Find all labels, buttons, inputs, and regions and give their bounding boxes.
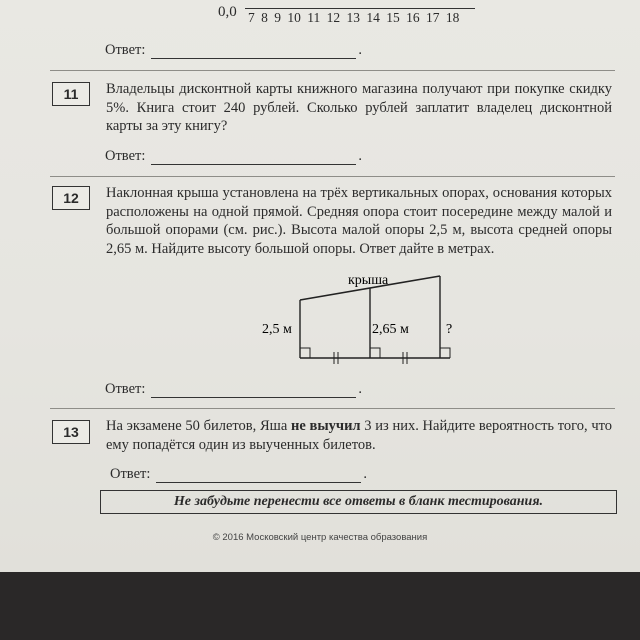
chart-tick-label: 10 — [287, 10, 301, 25]
task-13-text: На экзамене 50 билетов, Яша не выучил 3 из них. Найдите вероятность того, что ему попадётся один из выученных билетов. — [106, 418, 613, 453]
roof-figure — [250, 270, 470, 375]
right-angle-mark — [370, 348, 380, 358]
chart-tick-label: 18 — [445, 10, 460, 25]
task-separator — [50, 176, 615, 177]
answer-row-13: Ответ: . — [110, 466, 367, 482]
answer-label: Ответ: — [110, 466, 151, 482]
task-number-13: 13 — [52, 420, 90, 444]
task-separator — [50, 408, 615, 409]
answer-blank[interactable] — [156, 468, 361, 483]
answer-row-10: Ответ: . — [105, 42, 362, 58]
roof-label: крыша — [348, 273, 389, 288]
chart-tick-label: 7 — [248, 10, 255, 25]
chart-tick-label: 8 — [261, 10, 268, 25]
chart-tick-label: 14 — [366, 10, 380, 25]
chart-x-axis — [245, 0, 475, 9]
answer-blank[interactable] — [151, 150, 356, 165]
small-support-label: 2,5 м — [262, 322, 292, 337]
task-number-11: 11 — [52, 82, 90, 106]
chart-tick-label: 13 — [346, 10, 360, 25]
right-angle-mark — [300, 348, 310, 358]
answer-label: Ответ: — [105, 148, 146, 164]
answer-row-12: Ответ: . — [105, 381, 362, 397]
chart-tick-label: 11 — [307, 10, 321, 25]
answer-blank[interactable] — [151, 383, 356, 398]
large-support-label: ? — [446, 322, 453, 337]
chart-tick-label: 9 — [274, 10, 281, 25]
answer-label: Ответ: — [105, 381, 146, 397]
task-separator — [50, 70, 615, 71]
emphasis-text: не выучил — [290, 418, 361, 434]
task-number-12: 12 — [52, 186, 90, 210]
chart-tick-label: 15 — [386, 10, 400, 25]
answer-row-11: Ответ: . — [105, 148, 362, 164]
copyright-text: © 2016 Московский центр качества образования — [212, 532, 428, 543]
task-11-text: Владельцы дисконтной карты книжного магазина получают при покупке скидку 5%. Книга стоит 240 рублей. Сколько рублей заплатит владелец дисконтной карты за эту книгу? — [106, 81, 612, 134]
chart-tick-label: 16 — [406, 10, 420, 25]
chart-tick-label: 12 — [326, 10, 341, 25]
chart-zero-label: 0,0 — [218, 4, 237, 20]
right-angle-mark — [440, 348, 450, 358]
answer-blank[interactable] — [151, 44, 356, 59]
chart-tick-labels — [248, 10, 459, 26]
middle-support-label: 2,65 м — [372, 322, 409, 337]
reminder-box: Не забудьте перенести все ответы в бланк тестирования. — [100, 490, 617, 514]
answer-label: Ответ: — [105, 42, 146, 58]
task-12-text: Наклонная крыша установлена на трёх вертикальных опорах, основания которых расположены на одной прямой. Средняя опора стоит посередине между малой и большой опорами (см. рис.). Высота малой опоры 2,5 м, высота средней опоры 2,65 м. Найдите высоту большой опоры. Ответ дайте в метрах. — [106, 185, 612, 257]
chart-tick-label: 17 — [426, 10, 440, 25]
